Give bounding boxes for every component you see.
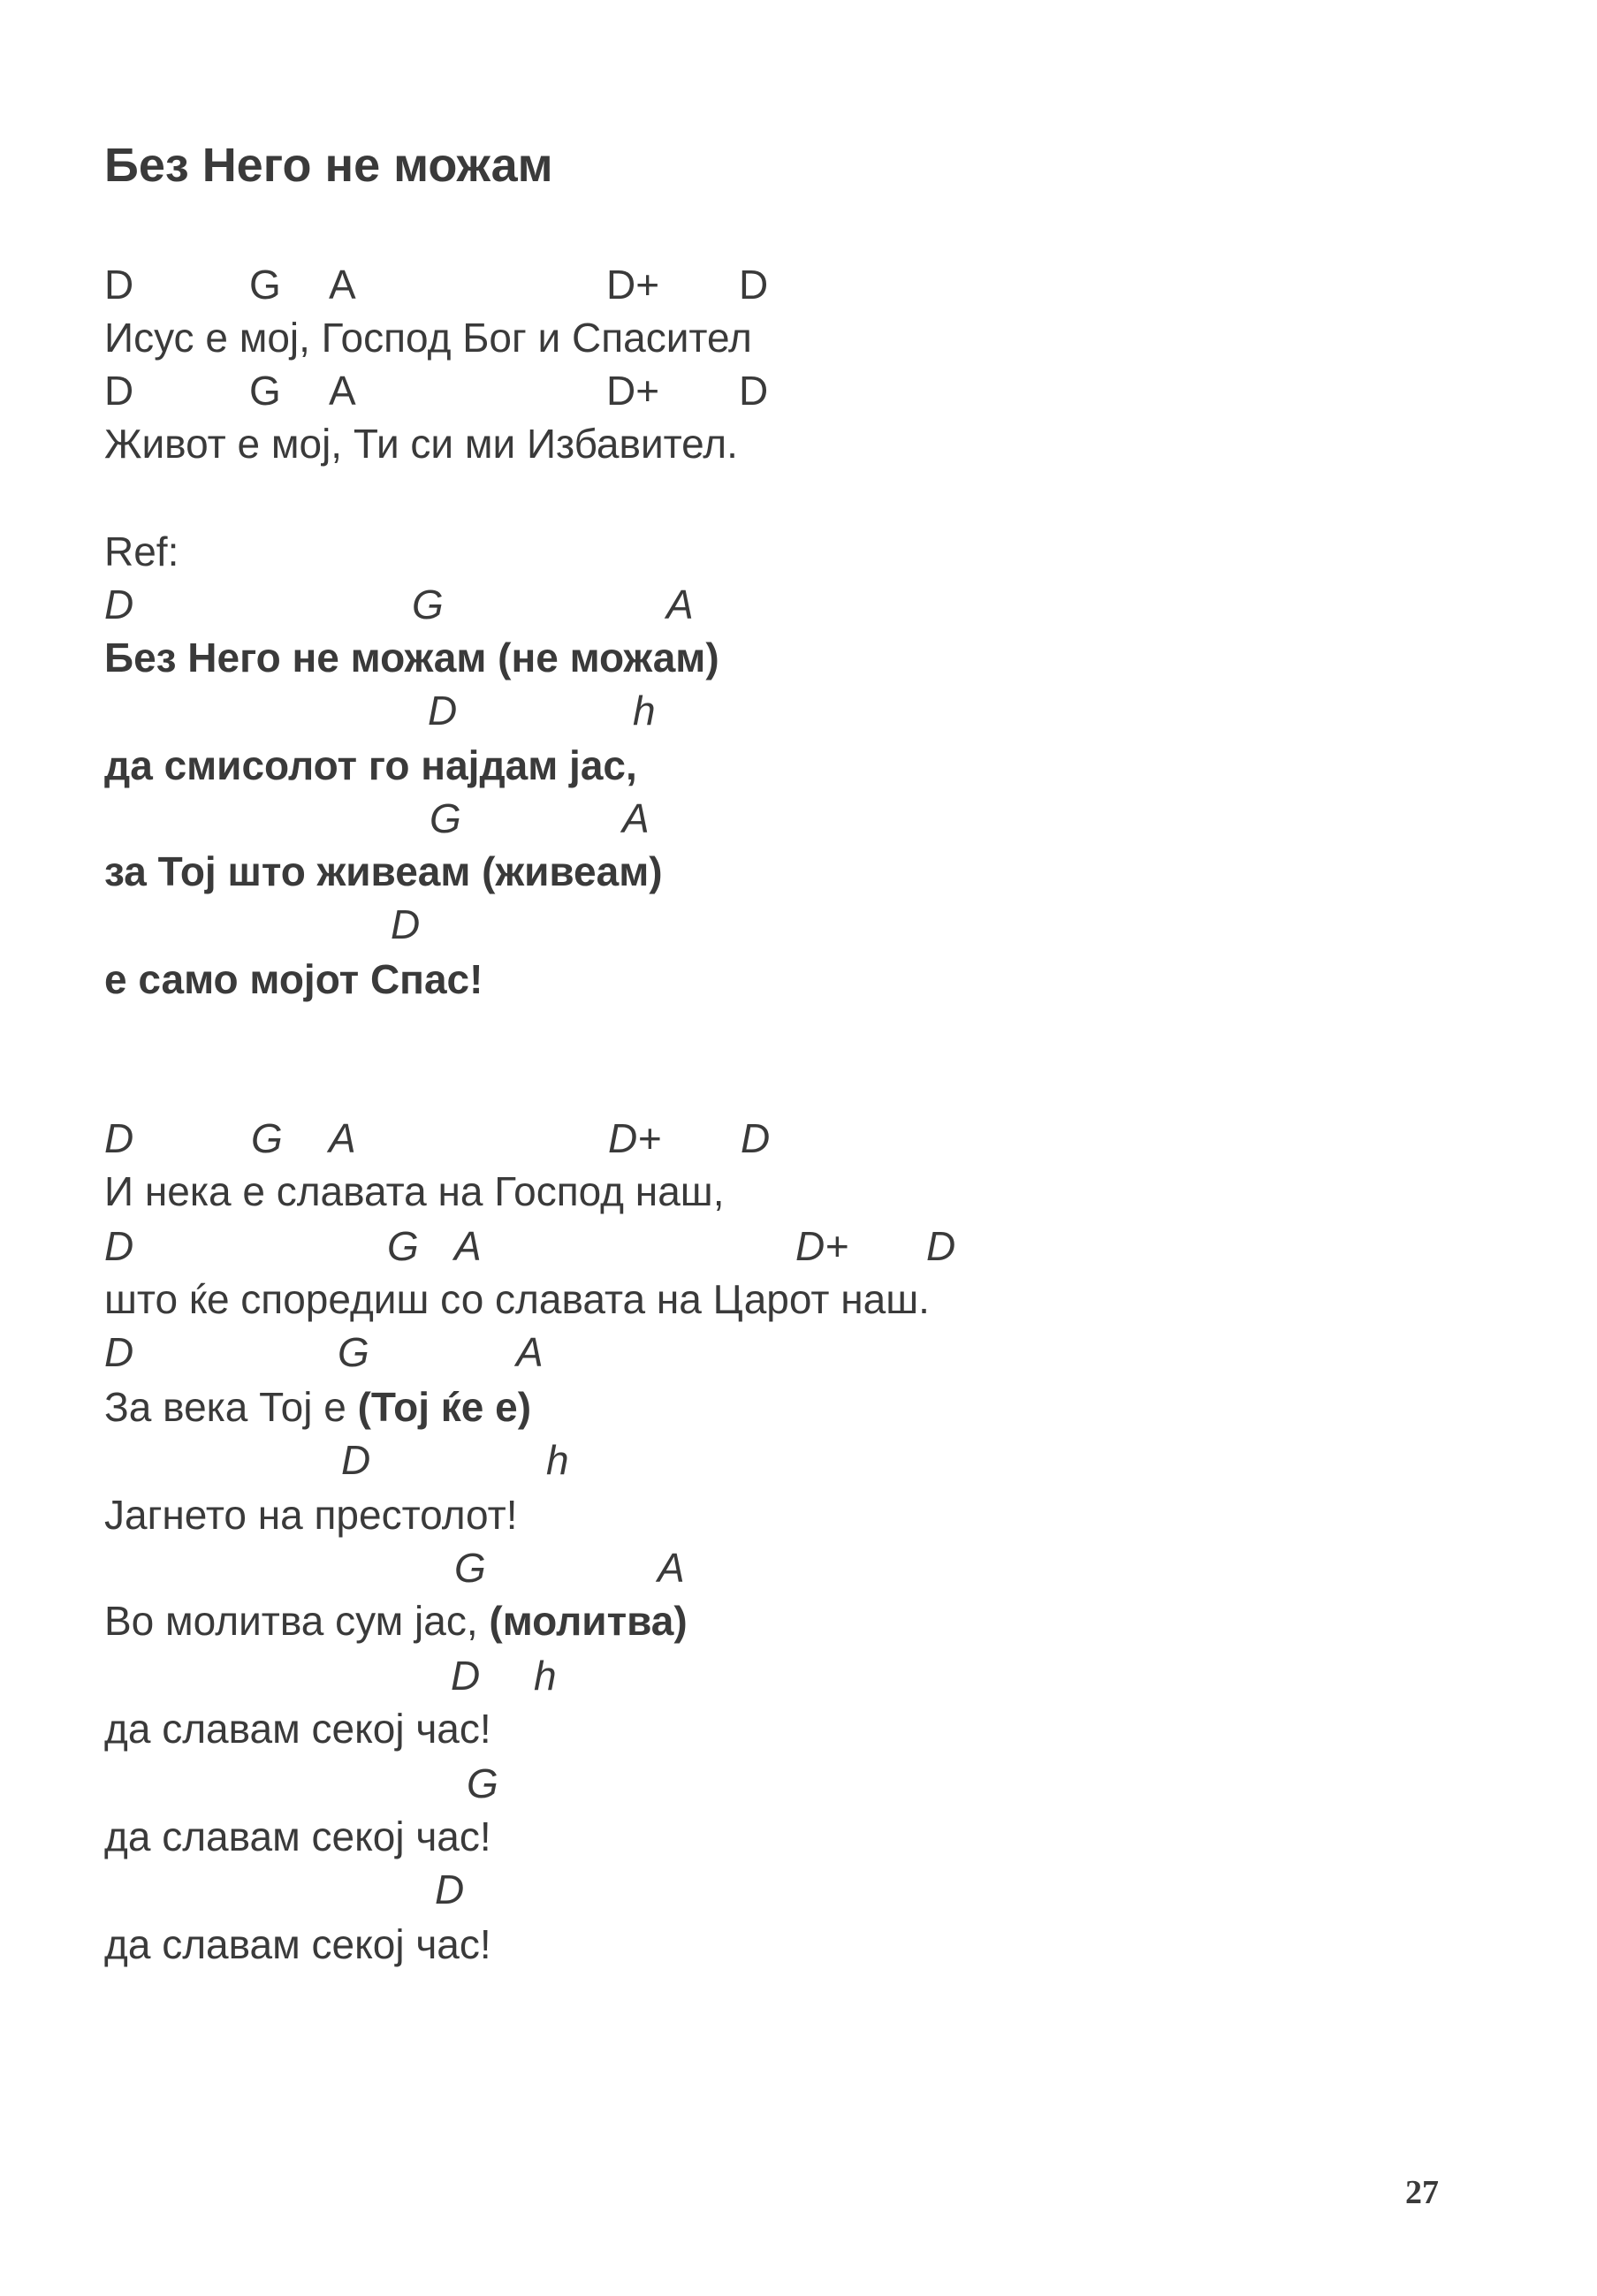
lyric-line: Без Него не можам (не можам) — [104, 635, 719, 680]
chord-line — [104, 900, 1483, 949]
lyric-echo: (Тој ќе е) — [357, 1384, 532, 1430]
chord: D+ — [608, 1115, 662, 1161]
chord: h — [633, 688, 656, 734]
chord: G — [338, 1329, 369, 1375]
chord: D — [104, 368, 134, 414]
chord: G — [249, 262, 281, 308]
lyric-line: да славам секој час! — [104, 1813, 491, 1859]
chord: G — [467, 1760, 498, 1806]
chord: D — [435, 1866, 465, 1912]
chord: D — [741, 1115, 771, 1161]
chord: h — [546, 1437, 569, 1483]
chord: G — [387, 1223, 419, 1269]
chord-line — [104, 794, 1483, 843]
chord: G — [251, 1115, 283, 1161]
chord: G — [249, 368, 281, 414]
chord: A — [329, 262, 356, 308]
chord: D — [428, 688, 458, 734]
chord: D — [104, 1223, 134, 1269]
chord-line — [104, 1759, 1483, 1808]
lyric-text: Во молитва сум јас, — [104, 1598, 490, 1644]
chord-line — [104, 1114, 1483, 1163]
chord-line — [104, 580, 1483, 629]
chord: G — [430, 795, 461, 841]
chord: D — [104, 1115, 134, 1161]
chord: D — [104, 582, 134, 627]
lyric-line: да смисолот го најдам јас, — [104, 742, 637, 788]
chord: h — [534, 1653, 557, 1699]
chord: A — [329, 1115, 356, 1161]
chord: D — [926, 1223, 956, 1269]
lyric-text: За века Тој е — [104, 1384, 358, 1430]
chord: A — [516, 1329, 544, 1375]
lyric-line: И нека е славата на Господ наш, — [104, 1168, 725, 1214]
chord-line — [104, 366, 1483, 415]
chord-line — [104, 1435, 1483, 1485]
chord: D — [104, 1329, 134, 1375]
chord: D — [739, 262, 769, 308]
refrain-label: Ref: — [104, 528, 179, 574]
page-number: 27 — [1405, 2174, 1439, 2211]
lyric-line: е само мојот Спас! — [104, 956, 483, 1002]
lyric-line — [104, 1596, 1483, 1646]
chord: D+ — [606, 368, 660, 414]
chord: D — [739, 368, 769, 414]
lyric-line: да славам секој час! — [104, 1706, 491, 1752]
lyric-echo: (молитва) — [489, 1598, 688, 1644]
chord-line — [104, 260, 1483, 309]
chord: D — [341, 1437, 371, 1483]
lyric-line — [104, 1382, 1483, 1432]
chord: A — [666, 582, 694, 627]
chord-line — [104, 1327, 1483, 1377]
chord: D — [391, 901, 421, 947]
lyric-line: да славам секој час! — [104, 1921, 491, 1967]
chord: D — [451, 1653, 481, 1699]
chord: A — [622, 795, 650, 841]
lyric-line: Живот е мој, Ти си ми Избавител. — [104, 421, 738, 467]
chord: G — [454, 1545, 486, 1591]
chord: D+ — [606, 262, 660, 308]
chord-line — [104, 1221, 1483, 1271]
chord-line — [104, 686, 1483, 735]
chord: A — [329, 368, 356, 414]
chord: D+ — [795, 1223, 849, 1269]
chord: A — [658, 1545, 685, 1591]
lyric-line: Јагнето на престолот! — [104, 1492, 518, 1538]
song-title: Без Него не можам — [104, 139, 553, 192]
chord: A — [454, 1223, 482, 1269]
lyric-line: Исус е мој, Господ Бог и Спасител — [104, 315, 752, 361]
chord-line — [104, 1543, 1483, 1593]
chord: G — [412, 582, 444, 627]
lyric-line: што ќе споредиш со славата на Царот наш. — [104, 1276, 930, 1322]
chord-line — [104, 1651, 1483, 1700]
lyric-line: за Тој што живеам (живеам) — [104, 848, 663, 894]
chord-line — [104, 1865, 1483, 1914]
chord: D — [104, 262, 134, 308]
